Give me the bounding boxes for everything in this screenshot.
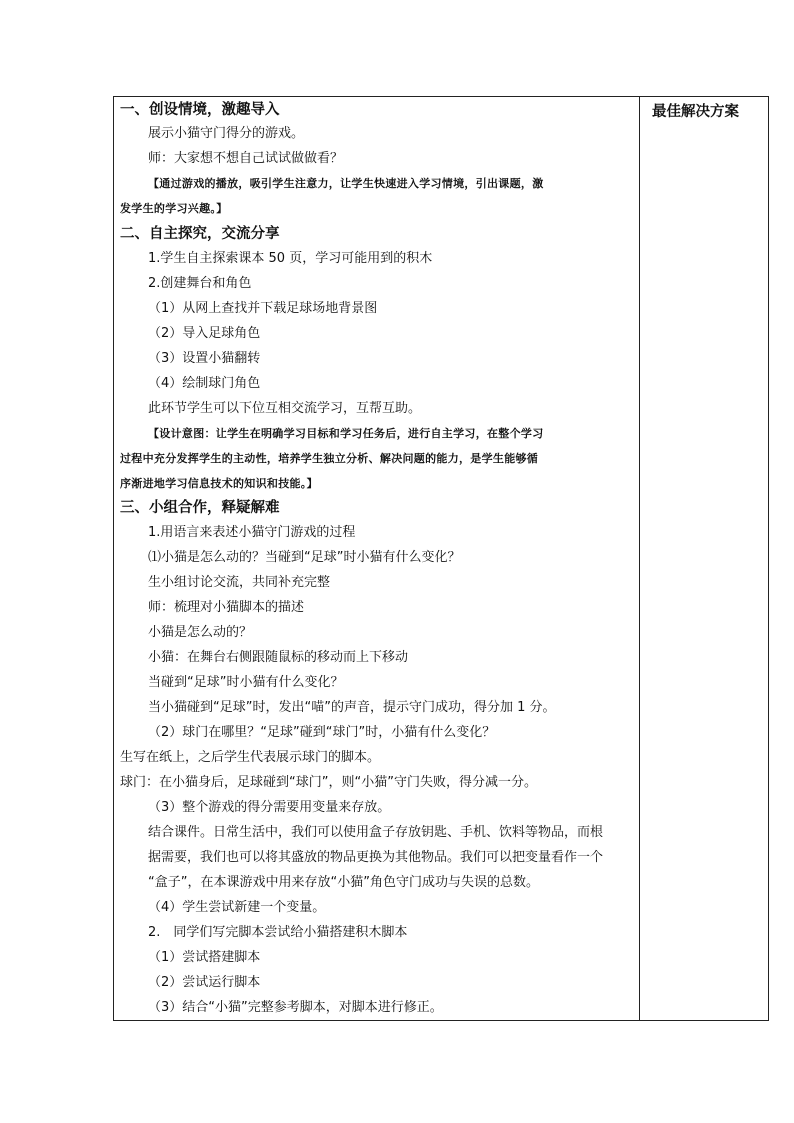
text-line: （2）尝试运行脚本 [148, 975, 261, 990]
text-line: 2.创建舞台和角色 [148, 276, 252, 291]
text-line: （1）尝试搭建脚本 [148, 950, 261, 965]
text-line: 师：梳理对小猫脚本的描述 [148, 600, 305, 615]
text-line: 生写在纸上，之后学生代表展示球门的脚本。 [120, 750, 381, 765]
text-line: 小猫是怎么动的？ [148, 625, 253, 640]
text-line: 球门：在小猫身后，足球碰到“球门”，则“小猫”守门失败，得分减一分。 [120, 775, 537, 790]
text-line: “盒子”，在本课游戏中用来存放“小猫”角色守门成功与失误的总数。 [148, 875, 539, 890]
text-line: 结合课件。日常生活中，我们可以使用盒子存放钥匙、手机、饮料等物品，而根 [148, 825, 604, 840]
column-divider [639, 97, 640, 1020]
text-line: （3）整个游戏的得分需要用变量来存放。 [148, 800, 391, 815]
text-line: 当小猫碰到“足球”时，发出“喵”的声音，提示守门成功，得分加 1 分。 [148, 700, 556, 715]
text-line: 据需要，我们也可以将其盛放的物品更换为其他物品。我们可以把变量看作一个 [148, 850, 604, 865]
design-note: 【设计意图：让学生在明确学习目标和学习任务后，进行自主学习，在整个学习 [148, 427, 544, 440]
text-line: 展示小猫守门得分的游戏。 [148, 126, 305, 141]
design-note: 发学生的学习兴趣。】 [120, 202, 228, 215]
section-heading: 二、自主探究，交流分享 [120, 225, 280, 242]
text-line: ⑴小猫是怎么动的？当碰到“足球”时小猫有什么变化？ [148, 550, 461, 565]
text-line: （2）导入足球角色 [148, 326, 261, 341]
text-line: 生小组讨论交流，共同补充完整 [148, 575, 331, 590]
text-line: （2）球门在哪里？“足球”碰到“球门”时，小猫有什么变化？ [148, 725, 496, 740]
text-line: （3）设置小猫翻转 [148, 351, 261, 366]
text-line: 1.用语言来表述小猫守门游戏的过程 [148, 525, 356, 540]
text-line: （1）从网上查找并下载足球场地背景图 [148, 301, 378, 316]
best-solution-header: 最佳解决方案 [652, 103, 739, 120]
text-line: （4）绘制球门角色 [148, 376, 261, 391]
design-note: 过程中充分发挥学生的主动性，培养学生独立分析、解决问题的能力，是学生能够循 [120, 452, 539, 465]
design-note: 序渐进地学习信息技术的知识和技能。】 [120, 477, 318, 490]
text-line: （3）结合“小猫”完整参考脚本，对脚本进行修正。 [148, 1000, 443, 1015]
text-line: （4）学生尝试新建一个变量。 [148, 900, 326, 915]
lesson-table [113, 96, 769, 1021]
design-note: 【通过游戏的播放，吸引学生注意力，让学生快速进入学习情境，引出课题，激 [148, 177, 544, 190]
text-line: 当碰到“足球”时小猫有什么变化？ [148, 675, 344, 690]
section-heading: 一、创设情境，激趣导入 [120, 101, 280, 118]
text-line: 师：大家想不想自己试试做做看？ [148, 151, 344, 166]
text-line: 1.学生自主探索课本 50 页，学习可能用到的积木 [148, 251, 433, 266]
text-line: 小猫：在舞台右侧跟随鼠标的移动而上下移动 [148, 650, 409, 665]
section-heading: 三、小组合作，释疑解难 [120, 499, 280, 516]
text-line: 此环节学生可以下位互相交流学习，互帮互助。 [148, 401, 422, 416]
text-line: 2. 同学们写完脚本尝试给小猫搭建积木脚本 [148, 925, 408, 940]
